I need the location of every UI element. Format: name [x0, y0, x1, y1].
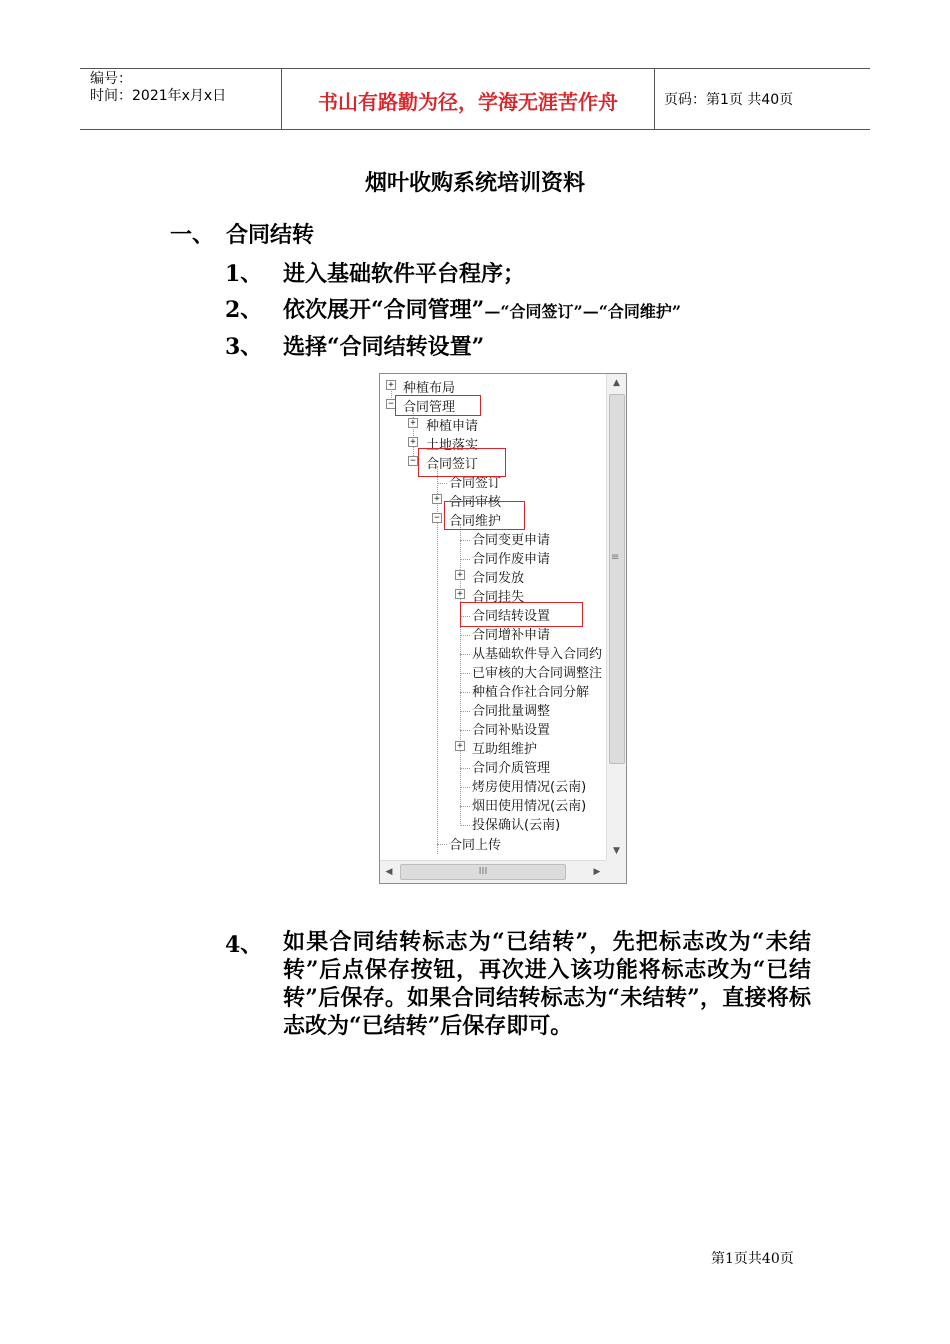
- step-text: 进入基础软件平台程序；: [283, 261, 526, 287]
- step-text: 选择“合同结转设置”: [283, 334, 485, 360]
- scroll-thumb[interactable]: III: [400, 864, 566, 880]
- step-number: 2、: [225, 297, 263, 323]
- tree-connector: [460, 768, 470, 769]
- collapse-minus-icon[interactable]: −: [432, 513, 442, 523]
- tree-node-label: 合同维护: [449, 514, 502, 529]
- tree-node-label: 合同介质管理: [472, 761, 551, 776]
- highlight-box: [418, 448, 506, 477]
- tree-connector: [460, 787, 470, 788]
- scroll-grip-icon: ≡: [611, 552, 620, 563]
- tree-node-label: 合同审核: [449, 495, 502, 510]
- tree-connector: [460, 673, 470, 674]
- tree-connector: [460, 654, 470, 655]
- section-number: 一、: [170, 222, 215, 248]
- tree-connector: [460, 711, 470, 712]
- tree-node-label: 种植合作社合同分解: [472, 685, 590, 700]
- tree-node-label: 种植布局: [403, 381, 456, 396]
- tree-node-label: 合同发放: [472, 571, 525, 586]
- step-number: 4、: [225, 932, 263, 958]
- tree-node-label: 种植申请: [426, 419, 479, 434]
- collapse-minus-icon[interactable]: −: [386, 399, 396, 409]
- tree-node-label: 合同管理: [403, 400, 456, 415]
- step-text-path: —“合同签订”—“合同维护”: [484, 302, 682, 321]
- highlight-box: [444, 501, 525, 530]
- doc-title: 烟叶收购系统培训资料: [364, 170, 585, 196]
- scroll-down-icon[interactable]: ▼: [613, 846, 620, 856]
- page-header: [80, 68, 870, 130]
- tree-node-label: 合同签订: [449, 476, 502, 491]
- number-label: 编号：: [90, 71, 132, 87]
- tree-node-label: 合同签订: [426, 457, 479, 472]
- section-title: 合同结转: [226, 222, 315, 248]
- page-footer: 第1页共40页: [711, 1251, 794, 1267]
- vertical-scrollbar[interactable]: [606, 374, 626, 860]
- tree-node-label: 已审核的大合同调整注: [472, 666, 603, 679]
- header-page-info: 页码：第1页 共40页: [664, 92, 794, 108]
- highlight-box: [460, 602, 583, 627]
- tree-node-label: 合同增补申请: [472, 628, 551, 643]
- tree-node-label: 互助组维护: [472, 742, 538, 757]
- expand-plus-icon[interactable]: +: [455, 570, 465, 580]
- tree-node-label: 从基础软件导入合同约: [472, 647, 603, 660]
- expand-plus-icon[interactable]: +: [455, 589, 465, 599]
- tree-node-label: 合同结转设置: [472, 609, 551, 624]
- menu-tree-screenshot: [379, 373, 627, 884]
- scrollbar-corner: [606, 860, 626, 883]
- tree-node-label: 烤房使用情况(云南): [472, 780, 587, 795]
- tree-node-label: 投保确认(云南): [472, 818, 561, 833]
- scroll-left-icon[interactable]: ◀: [385, 867, 393, 877]
- scroll-thumb[interactable]: [609, 394, 625, 764]
- tree-connector: [460, 730, 470, 731]
- date-label: 时间：2021年x月x日: [90, 88, 227, 104]
- tree-node-label: 合同挂失: [472, 590, 525, 605]
- tree-connector: [460, 559, 470, 560]
- expand-plus-icon[interactable]: +: [408, 418, 418, 428]
- tree-connector: [437, 844, 447, 845]
- section-heading: [170, 218, 315, 249]
- tree-connector: [460, 692, 470, 693]
- header-meta: [90, 71, 280, 105]
- header-motto: 书山有路勤为径，学海无涯苦作舟: [318, 90, 618, 114]
- step-text-main: 依次展开“合同管理”: [283, 297, 485, 323]
- tree-connector: [437, 483, 447, 484]
- scroll-right-icon[interactable]: ▶: [593, 867, 601, 877]
- tree-connector: [460, 540, 470, 541]
- tree-node-label: 烟田使用情况(云南): [472, 799, 587, 814]
- tree-node-label: 土地落实: [426, 438, 479, 453]
- tree-node[interactable]: [472, 643, 606, 660]
- expand-plus-icon[interactable]: +: [455, 741, 465, 751]
- tree-node-label: 合同补贴设置: [472, 723, 551, 738]
- expand-plus-icon[interactable]: +: [408, 437, 418, 447]
- step-4-text: 如果合同结转标志为“已结转”，先把标志改为“未结转”后点保存按钮，再次进入该功能将标志改为“已结转”后保存。如果合同结转标志为“未结转”，直接将标志改为“已结转”后保存即可。: [283, 929, 811, 1039]
- tree-node-label: 合同变更申请: [472, 533, 551, 548]
- highlight-box: [395, 395, 481, 416]
- expand-plus-icon[interactable]: +: [432, 494, 442, 504]
- tree-node-label: 合同上传: [449, 838, 502, 853]
- step-number: 1、: [225, 261, 263, 287]
- tree-node-label: 合同批量调整: [472, 704, 551, 719]
- step-text: [283, 293, 681, 324]
- header-divider: [654, 69, 655, 129]
- tree-connector: [437, 466, 438, 854]
- scroll-up-icon[interactable]: ▲: [613, 378, 620, 388]
- tree-node-label: 合同作废申请: [472, 552, 551, 567]
- tree-connector: [460, 806, 470, 807]
- tree-connector: [460, 635, 470, 636]
- collapse-minus-icon[interactable]: −: [408, 456, 418, 466]
- step-number: 3、: [225, 334, 263, 360]
- tree-connector: [460, 825, 470, 826]
- tree-node[interactable]: [472, 662, 606, 679]
- expand-plus-icon[interactable]: +: [386, 380, 396, 390]
- horizontal-scrollbar[interactable]: [380, 860, 606, 883]
